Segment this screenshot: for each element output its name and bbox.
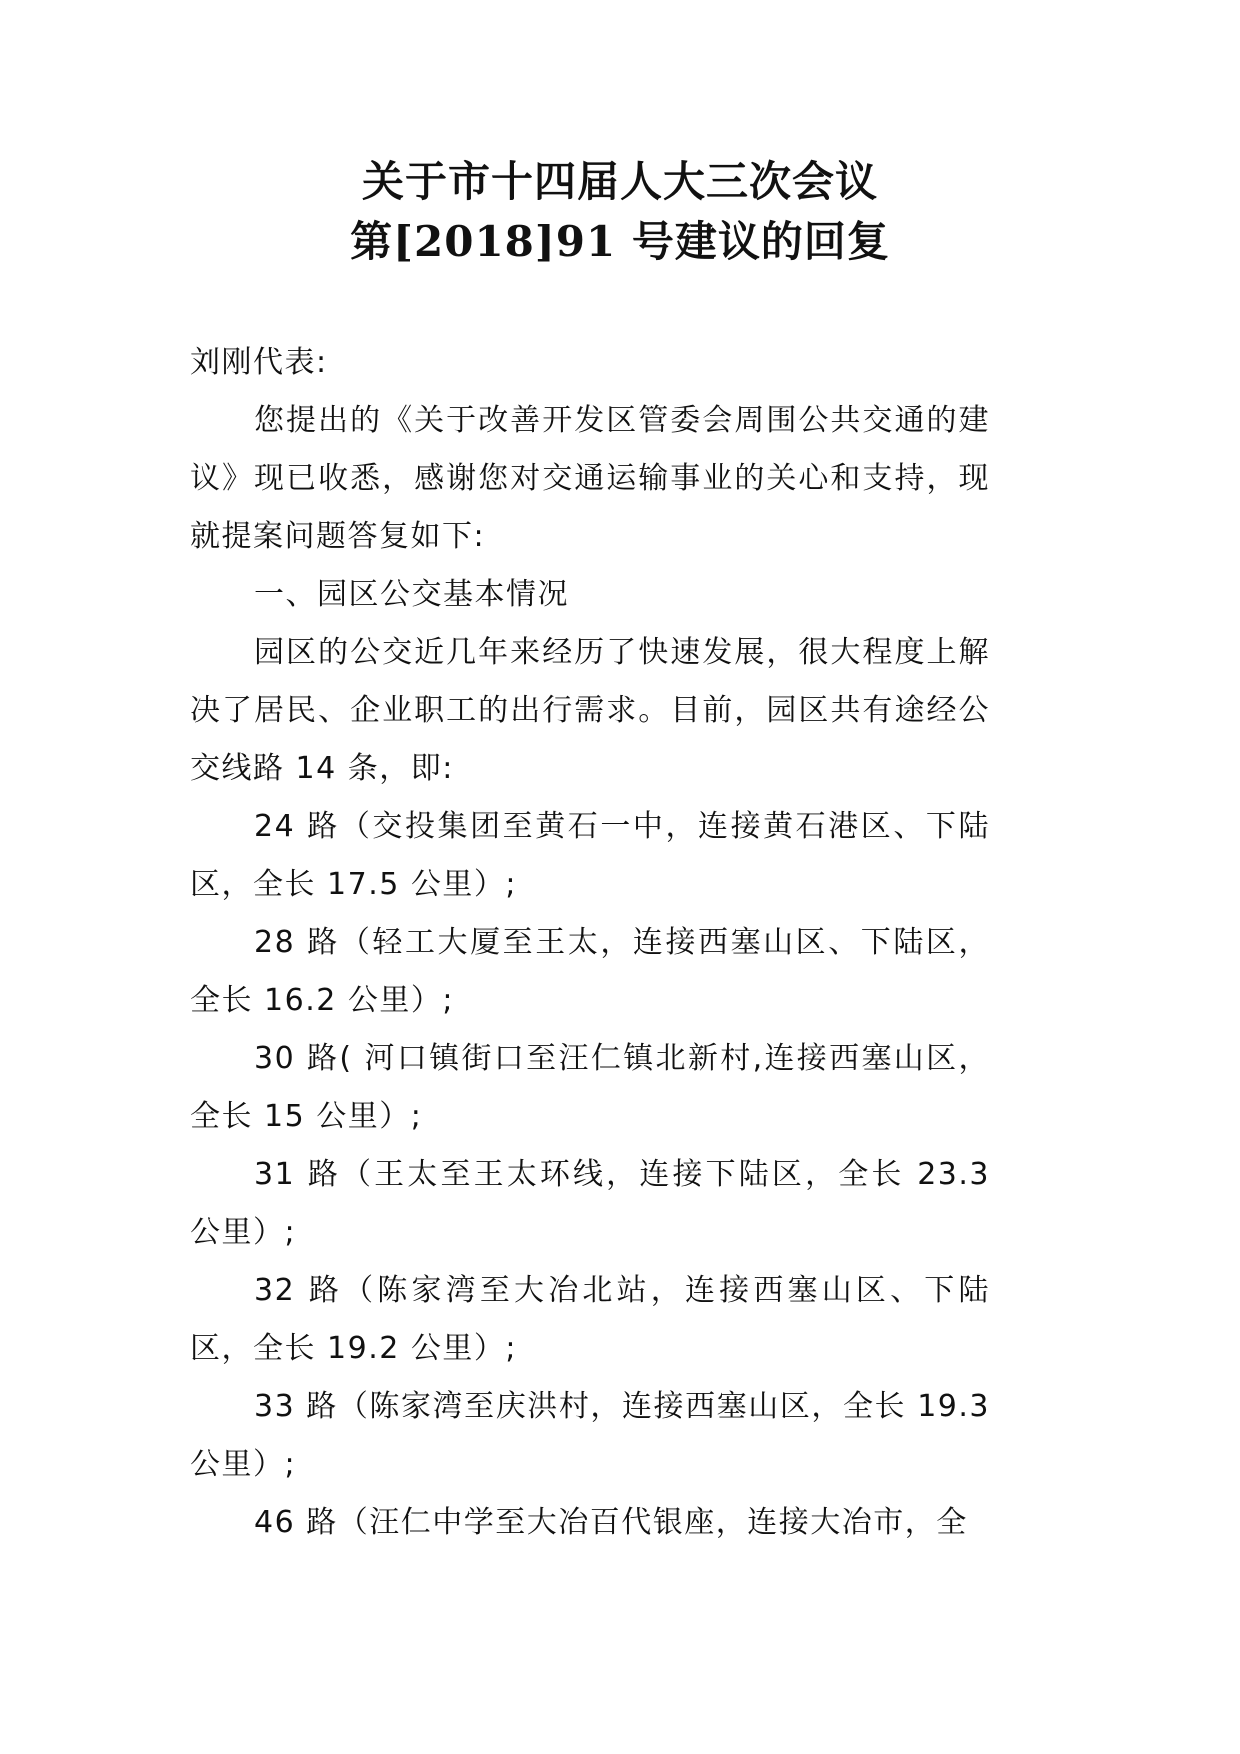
bus-route-32: 32 路（陈家湾至大冶北站，连接西塞山区、下陆区，全长 19.2 公里）; <box>190 1273 990 1366</box>
bus-route-31: 31 路（王太至王太环线，连接下陆区，全长 23.3 公里）; <box>190 1157 990 1250</box>
paragraph-overview: 园区的公交近几年来经历了快速发展，很大程度上解决了居民、企业职工的出行需求。目前，园区共有途经公交线路 14 条，即: <box>190 635 990 786</box>
bus-route-46: 46 路（汪仁中学至大冶百代银座，连接大冶市，全 <box>254 1505 968 1540</box>
document-title-line-2: 第[2018]91 号建议的回复 <box>350 217 890 266</box>
salutation: 刘刚代表: <box>190 345 328 380</box>
bus-route-30: 30 路( 河口镇街口至汪仁镇北新村,连接西塞山区，全长 15 公里）; <box>190 1041 990 1134</box>
bus-route-28: 28 路（轻工大厦至王太，连接西塞山区、下陆区，全长 16.2 公里）; <box>190 925 990 1018</box>
document-body <box>190 334 990 1552</box>
bus-route-33: 33 路（陈家湾至庆洪村，连接西塞山区，全长 19.3 公里）; <box>190 1389 990 1482</box>
bus-route-24: 24 路（交投集团至黄石一中，连接黄石港区、下陆区，全长 17.5 公里）; <box>190 809 990 902</box>
section-heading-1: 一、园区公交基本情况 <box>254 577 569 612</box>
document-title-line-1: 关于市十四届人大三次会议 <box>361 157 878 206</box>
paragraph-intro: 您提出的《关于改善开发区管委会周围公共交通的建议》现已收悉，感谢您对交通运输事业的关心和支持，现就提案问题答复如下: <box>190 403 990 554</box>
